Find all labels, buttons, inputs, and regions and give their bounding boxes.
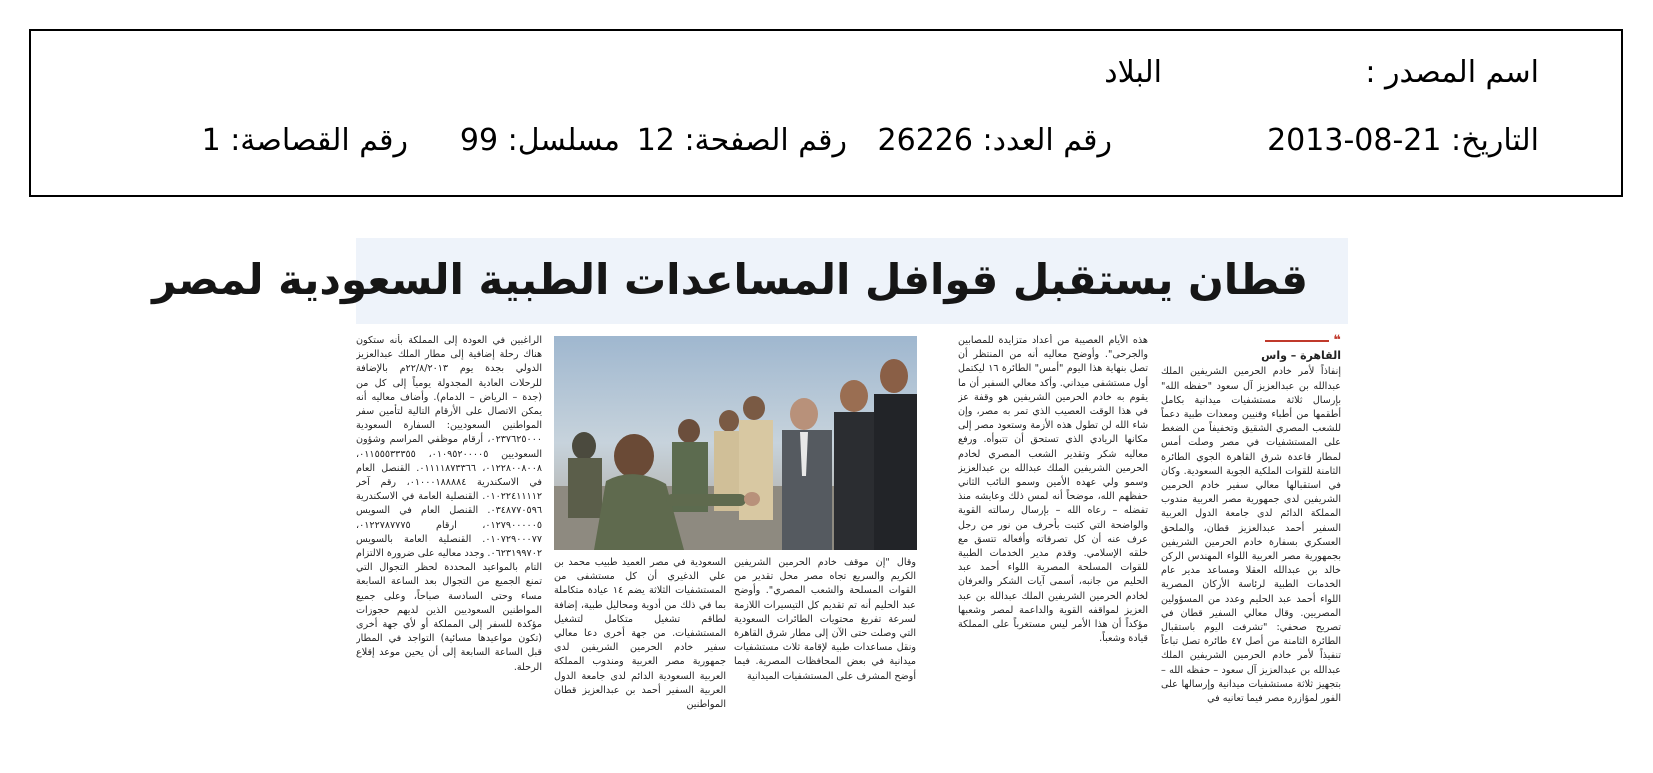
quote-mark-icon: ❝: [1333, 334, 1341, 348]
article-column-3: [734, 556, 916, 754]
article-headline: قطان يستقبل قوافل المساعدات الطبية السعودية لمصر: [152, 255, 1308, 304]
article-column-5: [356, 334, 542, 754]
clipping-info-box: [29, 29, 1623, 197]
article-text-col5: الراغبين في العودة إلى المملكة بأنه ستكون هناك رحلة إضافية إلى مطار الملك عبدالعزيز الدولي بجدة يوم ٢٢/٨/٢٠١٣م بالإضافة للرحلات العادية المجدولة يومياً إلى كل من (جدة – الرياض – الدمام). وأضاف معاليه أنه يمكن الاتصال على الأرقام التالية لتأمين سفر المواطنين السعوديين: السفارة السعودية ٠٢٣٧٦٢٥٠٠٠، أرقام موظفي المراسم وشؤون السعوديين ٠١٠٩٥٢٠٠٠٠٥، ٠١١٥٥٥٣٣٣٥٥، ٠١٢٢٨٠٠٨٠٠٨، ٠١١١١٨٧٣٣٦٦. القنصل العام في الاسكندرية ٠١٠٠٠١٨٨٨٨٤، رقم آخر ٠١٠٢٢٤١١١١٢. القنصلية العامة في الاسكندرية ٠٣٤٨٧٧٠٥٩٦. القنصل العام في السويس ٠١٢٧٩٠٠٠٠٠٥، ارقام ٠١٢٢٧٨٧٧٧٥، ٠١٠٧٢٩٠٠٠٧٧. القنصلية العامة بالسويس ٠٦٢٣١٩٩٧٠٢. وجدد معاليه على ضرورة الالتزام التام بالمواعيد المحددة لحظر التجوال التي تمنع الجميع من التجوال بعد الساعة السابعة مساء وحتى السادسة صباحاً، وعلى جميع المواطنين السعوديين الذين لديهم حجوزات مؤكدة للسفر إلى المملكة أو لأي جهة أخرى (تكون مواعيدها مسائية) التواجد في المطار قبل الساعة السابعة إلى أن يحين موعد إقلاع الرحلة.: [356, 335, 542, 673]
article-text-col4: السعودية في مصر العميد طبيب محمد بن علي الدغيري أن كل مستشفى من المستشفيات الثلاثة يضم ١٤ عيادة متكاملة بما في ذلك من أدوية ومحاليل طبية، إضافة لطاقم تشغيل متكامل لتشغيل المستشفيات. من جهة أخرى دعا معالي سفير خادم الحرمين الشريفين لدى جمهورية مصر العربية ومندوب المملكة العربية السعودية الدائم لدى جامعة الدول العربية السفير أحمد بن عبدالعزيز قطان المواطنين: [554, 557, 726, 711]
article-column-1: [1161, 334, 1341, 754]
issue-number-field: رقم العدد: 26226: [877, 123, 1112, 158]
clip-number-field: رقم القصاصة: 1: [201, 123, 408, 158]
serial-number-field: مسلسل: 99: [459, 123, 620, 158]
byline-block: [1161, 334, 1341, 363]
article-text-col2: هذه الأيام العصيبة من أعداد متزايدة للمصابين والجرحى". وأوضح معاليه أنه من المنتظر أن تصل بنهاية هذا اليوم "أمس" الطائرة ١٦ ليكتمل أول مستشفى ميداني. وأكد معالي السفير أن ما يقوم به خادم الحرمين الشريفين هو وقفة عز في هذا الوقت العصيب الذي تمر به مصر، وإن شاء الله لن تطول هذه الأزمة وستعود مصر إلى مكانها الريادي الذي تستحق أن تتبوأه. ورفع معاليه شكر وتقدير الشعب المصري لخادم الحرمين الشريفين الملك عبدالله بن عبدالعزيز وسمو ولي عهده الأمين وسمو النائب الثاني حفظهم الله، موضحاً أنه لمس ذلك وعايشه منذ تفضله – رعاه الله – بإرسال رسالته القوية والواضحة التي كتبت بأحرف من نور من رجل عرف عنه أن كل تصرفاته وأفعاله تتسق مع خلقه الإسلامي. وقدم مدير الخدمات الطبية للقوات المسلحة المصرية اللواء أحمد عبد الحليم من جانبه، أسمى آيات الشكر والعرفان لخادم الحرمين الشريفين الملك عبدالله بن عبد العزيز لمواقفه القوية والداعمة لمصر وشعبها مؤكداً أن هذا الأمر ليس مستغرباً على المملكة قيادة وشعباً.: [958, 335, 1148, 645]
news-photo: [554, 336, 917, 550]
article-text-col1: إنفاذاً لأمر خادم الحرمين الشريفين الملك عبدالله بن عبدالعزيز آل سعود "حفظه الله" بإرسال ثلاثة مستشفيات ميدانية بكامل أطقمها من أطباء وفنيين ومعدات طبية دعماً للشعب المصري الشقيق وتخفيفاً من الضغط على المستشفيات في مصر وصلت أمس لمطار قاعدة شرق القاهرة الجوي الطائرة الثامنة للقوات الملكية الجوية السعودية. وكان في استقبالها معالي سفير خادم الحرمين الشريفين لدى جمهورية مصر العربية مندوب المملكة الدائم لدى جامعة الدول العربية السفير أحمد عبدالعزيز قطان، والملحق العسكري بسفارة خادم الحرمين الشريفين بجمهورية مصر العربية اللواء المهندس الركن خالد بن عبدالله العقلا ومساعد مدير عام الخدمات الطبية لرئاسة الأركان المصرية اللواء أحمد عبد الحليم وعدد من المسؤولين المصريين. وقال معالي السفير قطان في تصريح صحفي: "تشرفت اليوم باستقبال الطائرة الثامنة من أصل ٤٧ طائرة تصل تباعاً تنفيذاً لأمر خادم الحرمين الشريفين الملك عبدالله بن عبدالعزيز آل سعود – حفظه الله – بتجهيز ثلاثة مستشفيات ميدانية وإرسالها على الفور لمؤازرة مصر فيما تعانيه في: [1161, 366, 1341, 705]
headline-band: [152, 238, 1348, 324]
source-label: اسم المصدر :: [1365, 55, 1539, 90]
page-number-field: رقم الصفحة: 12: [636, 123, 847, 158]
source-value: البلاد: [1104, 55, 1162, 90]
article-byline: القاهرة – واس: [1261, 349, 1341, 363]
newspaper-clipping: [152, 238, 1348, 758]
article-column-2: [958, 334, 1148, 754]
article-column-4: [554, 556, 726, 754]
news-photo-image: [554, 336, 917, 550]
article-text-col3: وقال "إن موقف خادم الحرمين الشريفين الكريم والسريع تجاه مصر محل تقدير من القوات المسلحة والشعب المصري". وأوضح عبد الحليم أنه تم تقديم كل التيسيرات اللازمة لسرعة تفريغ محتويات الطائرات السعودية التي وصلت حتى الآن إلى مطار شرق القاهرة ونقل مساعدات طبية لإقامة ثلاث مستشفيات ميدانية في بعض المحافظات المصرية. فيما أوضح المشرف على المستشفيات الميدانية: [734, 557, 916, 682]
date-field: التاريخ: 21-08-2013: [1267, 123, 1539, 158]
byline-rule: [1265, 340, 1329, 342]
